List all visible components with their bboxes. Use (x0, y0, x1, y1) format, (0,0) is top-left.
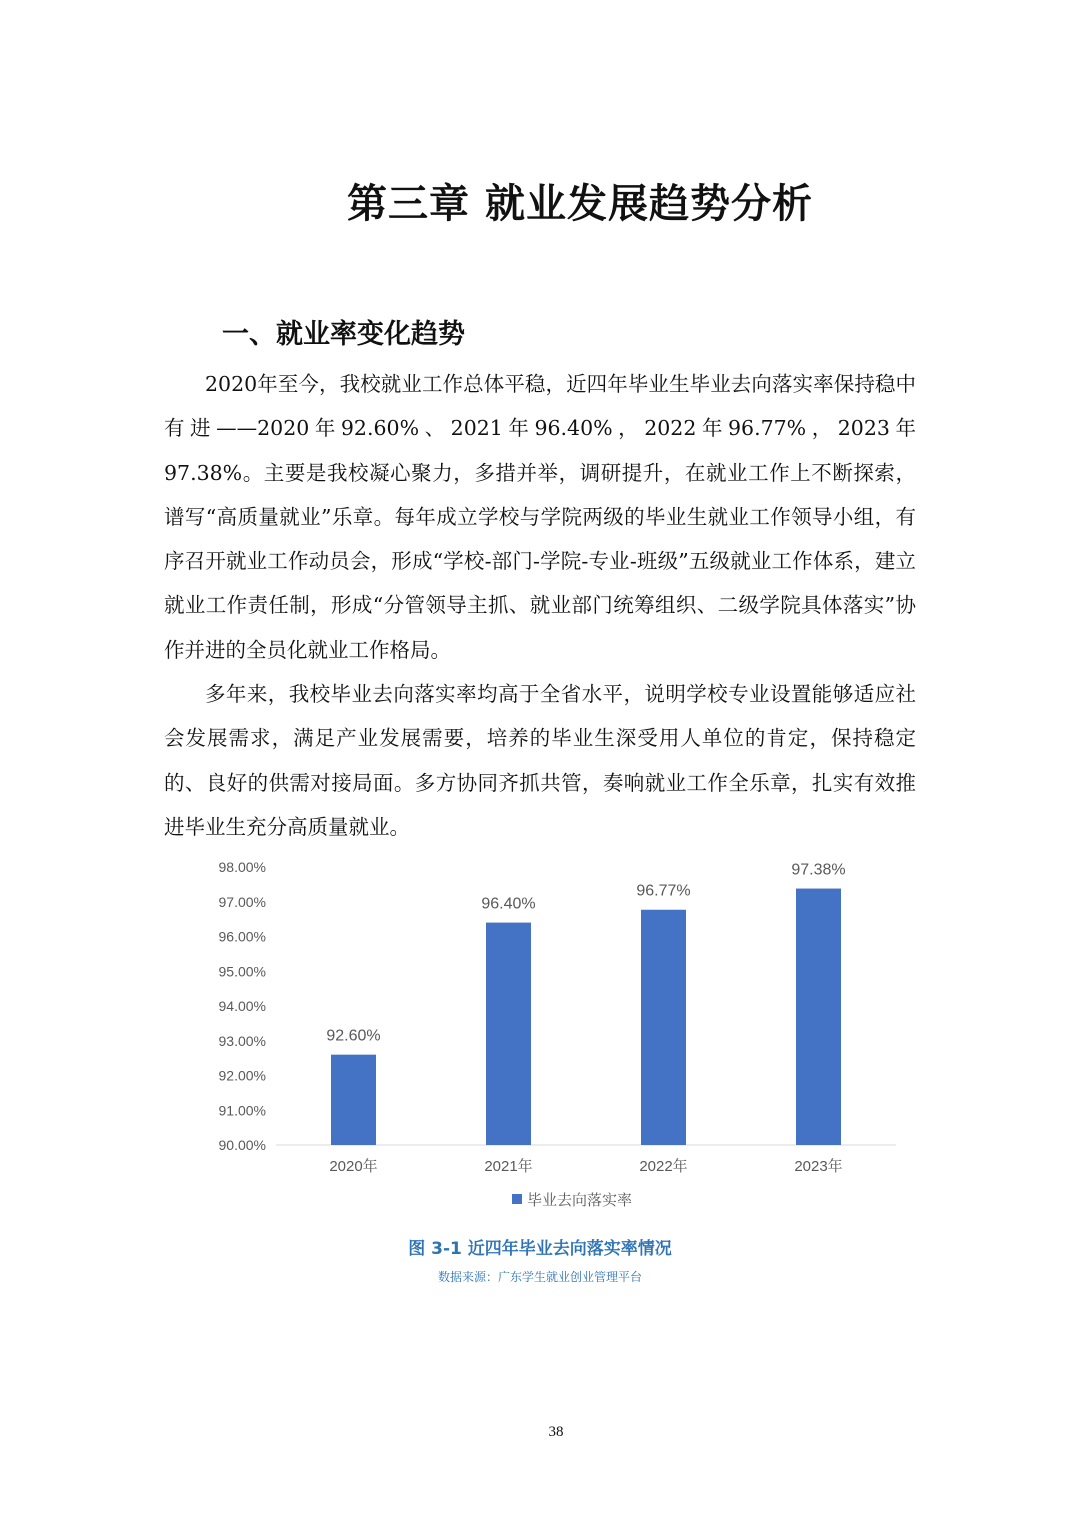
paragraph: 多年来，我校毕业去向落实率均高于全省水平，说明学校专业设置能够适应社会发展需求，满足产业发展需要，培养的毕业生深受用人单位的肯定，保持稳定的、良好的供需对接局面。多方协同齐抓共管，奏响就业工作全乐章，扎实有效推进毕业生充分高质量就业。 (164, 682, 916, 839)
y-tick-label: 95.00% (218, 963, 266, 980)
x-tick-label: 2022年 (639, 1158, 688, 1175)
data-label: 96.40% (481, 895, 536, 913)
legend-label: 毕业去向落实率 (527, 1192, 633, 1209)
y-tick-label: 90.00% (218, 1137, 266, 1153)
x-tick-label: 2023年 (794, 1158, 843, 1175)
y-tick-label: 92.00% (218, 1067, 266, 1084)
chart-svg (200, 850, 920, 1230)
body-text (164, 362, 916, 849)
y-tick-label: 93.00% (218, 1032, 266, 1049)
data-label: 96.77% (636, 882, 691, 900)
y-tick-label: 91.00% (218, 1102, 266, 1119)
figure-caption: 图 3-1 近四年毕业去向落实率情况 (408, 1239, 672, 1259)
page-number: 38 (548, 1424, 564, 1440)
data-label: 97.38% (791, 861, 846, 879)
y-tick-label: 94.00% (218, 998, 266, 1014)
chapter-title: 第三章 就业发展趋势分析 (347, 181, 813, 227)
x-tick-label: 2021年 (484, 1158, 533, 1175)
data-label: 92.60% (326, 1027, 381, 1045)
y-tick-label: 98.00% (218, 859, 266, 875)
bar (486, 923, 531, 1145)
y-tick-label: 96.00% (218, 928, 266, 945)
legend-swatch (512, 1194, 522, 1204)
figure-source: 数据来源：广东学生就业创业管理平台 (437, 1270, 642, 1284)
bar (796, 889, 841, 1145)
bar (641, 910, 686, 1145)
bar (331, 1055, 376, 1145)
y-tick-label: 97.00% (218, 893, 266, 910)
bar-chart (200, 850, 920, 1230)
section-title: 一、就业率变化趋势 (222, 319, 465, 350)
paragraph: 2020年至今，我校就业工作总体平稳，近四年毕业生毕业去向落实率保持稳中有进——2020年92.60%、2021年96.40%，2022年96.77%，2023年97.38%。主要是我校凝心聚力，多措并举，调研提升，在就业工作上不断探索，谱写“高质量就业”乐章。每年成立学校与学院两级的毕业生就业工作领导小组，有序召开就业工作动员会，形成“学校-部门-学院-专业-班级”五级就业工作体系，建立就业工作责任制，形成“分管领导主抓、就业部门统筹组织、二级学院具体落实”协作并进的全员化就业工作格局。 (164, 372, 916, 662)
x-tick-label: 2020年 (329, 1158, 378, 1175)
